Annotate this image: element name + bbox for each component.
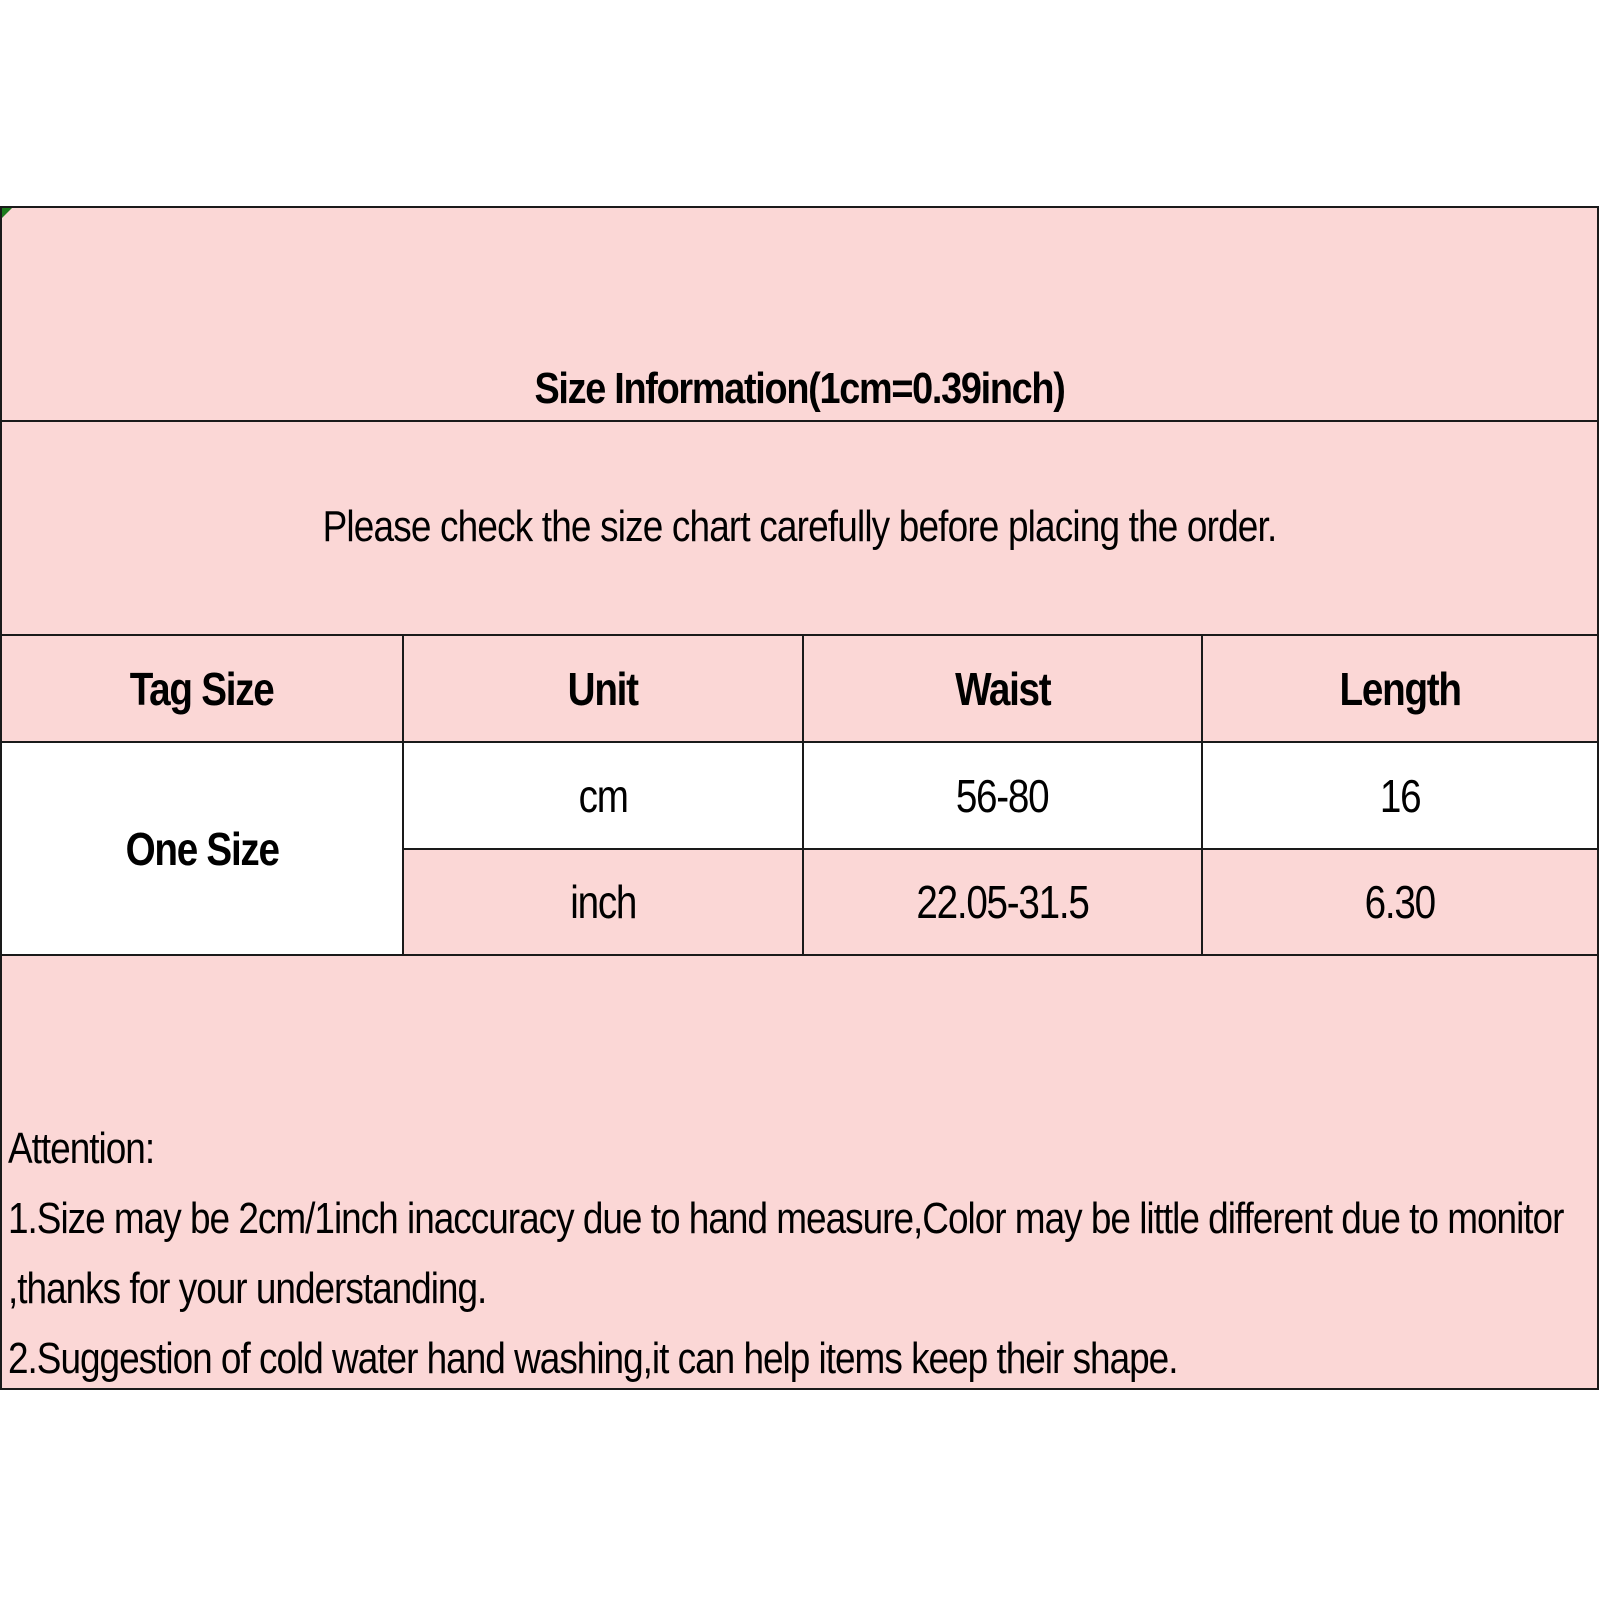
unit-cell-inch: inch [402, 850, 802, 954]
attention-line-1-cont: ,thanks for your understanding. [8, 1264, 487, 1313]
length-cell-inch: 6.30 [1201, 850, 1597, 954]
waist-cell-cm: 56-80 [802, 743, 1201, 850]
unit-cell-cm: cm [402, 743, 802, 850]
attention-section [2, 956, 1597, 1388]
size-table [2, 636, 1597, 956]
attention-heading: Attention: [8, 1124, 155, 1173]
header-unit: Unit [402, 636, 802, 743]
header-length: Length [1201, 636, 1597, 743]
waist-cell-inch: 22.05-31.5 [802, 850, 1201, 954]
length-cell-cm: 16 [1201, 743, 1597, 850]
header-waist: Waist [802, 636, 1201, 743]
attention-line-2: 2.Suggestion of cold water hand washing,it can help items keep their shape. [8, 1334, 1178, 1383]
title-row [2, 208, 1597, 422]
size-chart [0, 206, 1599, 1390]
header-tag-size: Tag Size [2, 636, 402, 743]
notice-row [2, 422, 1597, 636]
tag-size-cell: One Size [2, 743, 402, 954]
notice-text: Please check the size chart carefully before placing the order. [322, 502, 1277, 551]
chart-title: Size Information(1cm=0.39inch) [534, 364, 1065, 413]
attention-line-1: 1.Size may be 2cm/1inch inaccuracy due to hand measure,Color may be little different due to monitor [8, 1194, 1564, 1243]
